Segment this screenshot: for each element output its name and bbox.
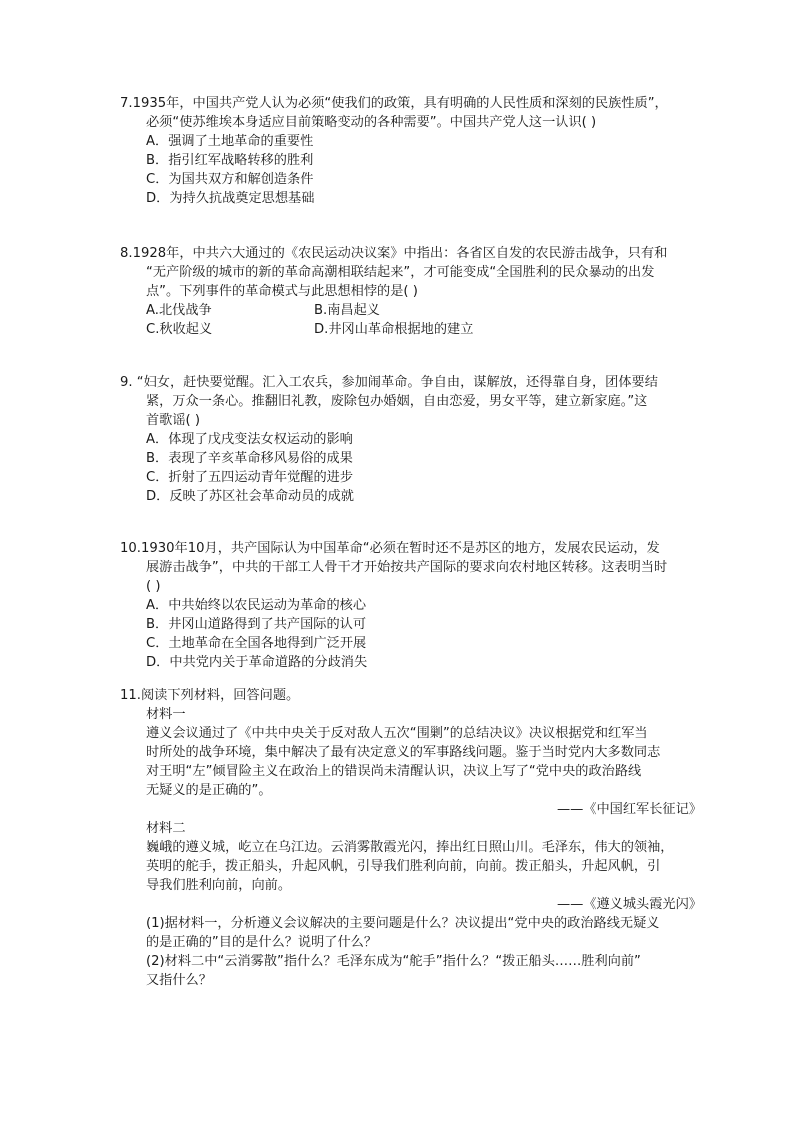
q8-options-row-1 <box>120 301 702 320</box>
q10-option-a: A．中共始终以农民运动为革命的核心 <box>146 598 367 613</box>
q7-option-b: B．指引红军战略转移的胜利 <box>146 153 314 168</box>
sub-question-2-line-2: 又指什么？ <box>146 973 212 988</box>
q9-option-c: C．折射了五四运动青年觉醒的进步 <box>146 470 354 485</box>
q7-option-d: D．为持久抗战奠定思想基础 <box>146 191 315 206</box>
q9-stem-line-3: 首歌谣( ) <box>146 413 201 428</box>
q8-stem-line-2: “无产阶级的城市的新的革命高潮相联结起来”，才可能变成“全国胜利的民众暴动的出发 <box>146 265 655 280</box>
q7-stem-line-2: 必须“使苏维埃本身适应目前策略变动的各种需要”。中国共产党人这一认识( ) <box>146 115 597 130</box>
q10-option-c: C．土地革命在全国各地得到广泛开展 <box>146 636 367 651</box>
question-9 <box>120 373 702 506</box>
material-1-line-3: 对王明“左”倾冒险主义在政治上的错误尚未清醒认识，决议上写了“党中央的政治路线 <box>146 764 642 779</box>
q8-options-row-2 <box>120 320 702 339</box>
material-1-source: ——《中国红军长征记》 <box>556 802 702 817</box>
sub-question-1-line-1: (1)据材料一，分析遵义会议解决的主要问题是什么？决议提出“党中央的政治路线无疑义 <box>146 916 660 931</box>
q8-stem-line-1: 8.1928年，中共六大通过的《农民运动决议案》中指出：各省区自发的农民游击战争，只有和 <box>120 246 668 261</box>
material-2-title: 材料二 <box>146 821 186 836</box>
q8-stem-line-3: 点”。下列事件的革命模式与此思想相悖的是( ) <box>146 284 418 299</box>
q7-stem-line-1: 7.1935年，中国共产党人认为必须“使我们的政策，具有明确的人民性质和深刻的民族性质”， <box>120 96 668 111</box>
q9-option-b: B．表现了辛亥革命移风易俗的成果 <box>146 451 353 466</box>
sub-question-2-line-1: (2)材料二中“云消雾散”指什么？毛泽东成为“舵手”指什么？“拨正船头……胜利向前” <box>146 954 641 969</box>
q7-option-a: A．强调了土地革命的重要性 <box>146 134 314 149</box>
material-2-line-1: 巍峨的遵义城，屹立在乌江边。云消雾散霞光闪，捧出红日照山川。毛泽东，伟大的领袖， <box>146 840 674 855</box>
material-2-source: ——《遵义城头霞光闪》 <box>556 897 702 912</box>
material-2-line-3: 导我们胜利向前，向前。 <box>146 878 292 893</box>
question-8 <box>120 244 702 339</box>
q10-option-b: B．井冈山道路得到了共产国际的认可 <box>146 617 367 632</box>
q9-stem-line-2: 紧，万众一条心。推翻旧礼教，废除包办婚姻，自由恋爱，男女平等，建立新家庭。”这 <box>146 394 648 409</box>
q9-option-a: A．体现了戊戌变法女权运动的影响 <box>146 432 353 447</box>
question-11 <box>120 686 702 990</box>
q8-option-b: B.南昌起义 <box>314 303 380 318</box>
material-1-line-1: 遵义会议通过了《中共中央关于反对敌人五次“围剿”的总结决议》决议根据党和红军当 <box>146 726 648 741</box>
q10-option-d: D．中共党内关于革命道路的分歧消失 <box>146 655 368 670</box>
q11-stem: 11.阅读下列材料，回答问题。 <box>120 688 300 703</box>
q9-stem-line-1: 9. “妇女，赶快要觉醒。汇入工农兵，参加闹革命。争自由，谋解放，还得靠自身，团体要结 <box>120 375 658 390</box>
q8-option-a: A.北伐战争 <box>146 303 212 318</box>
q10-stem-line-1: 10.1930年10月，共产国际认为中国革命“必须在暂时还不是苏区的地方，发展农民运动，发 <box>120 541 660 556</box>
material-1-line-2: 时所处的战争环境，集中解决了最有决定意义的军事路线问题。鉴于当时党内大多数同志 <box>146 745 661 760</box>
q7-option-c: C．为国共双方和解创造条件 <box>146 172 314 187</box>
material-1-line-4: 无疑义的是正确的”。 <box>146 783 272 798</box>
q8-option-c: C.秋收起义 <box>146 322 213 337</box>
q8-option-d: D.井冈山革命根据地的建立 <box>314 322 474 337</box>
q10-stem-line-3: ( ) <box>146 579 161 594</box>
question-7 <box>120 94 702 208</box>
q9-option-d: D．反映了苏区社会革命动员的成就 <box>146 489 354 504</box>
material-2-line-2: 英明的舵手，拨正船头，升起风帆，引导我们胜利向前，向前。拨正船头，升起风帆，引 <box>146 859 661 874</box>
question-10 <box>120 539 702 672</box>
sub-question-1-line-2: 的是正确的”目的是什么？说明了什么？ <box>146 935 378 950</box>
q10-stem-line-2: 展游击战争”，中共的干部工人骨干才开始按共产国际的要求向农村地区转移。这表明当时 <box>146 560 668 575</box>
material-1-title: 材料一 <box>146 707 186 722</box>
